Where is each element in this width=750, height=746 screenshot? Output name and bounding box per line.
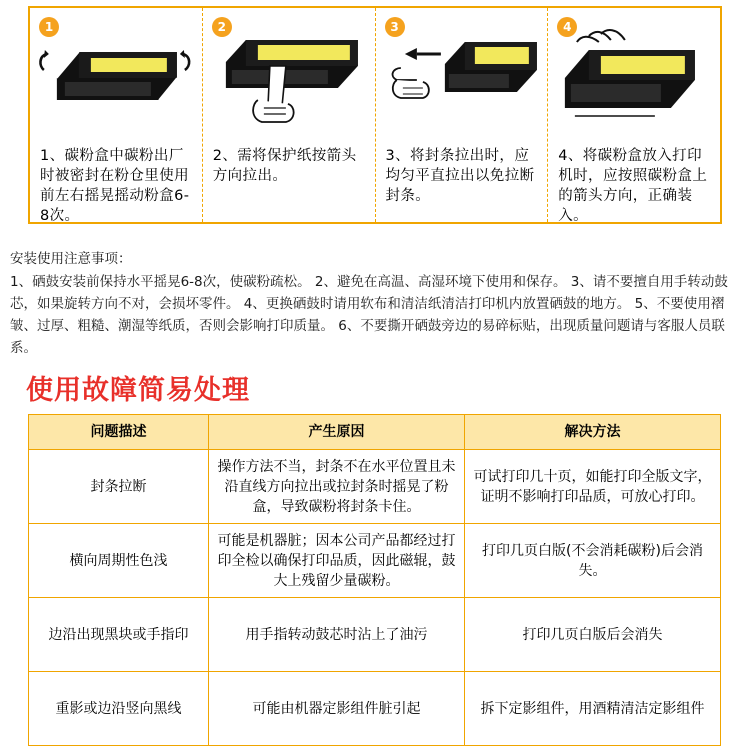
column-header-cause: 产生原因: [209, 415, 465, 450]
table-row: [29, 598, 721, 672]
cell-description: 封条拉断: [29, 450, 209, 524]
cell-solution: 可试打印几十页，如能打印全版文字，证明不影响打印品质，可放心打印。: [465, 450, 721, 524]
table-row: [29, 672, 721, 746]
page-title: 使用故障简易处理: [26, 375, 250, 406]
cell-solution: 打印几页白版后会消失: [465, 598, 721, 672]
table-row: [29, 524, 721, 598]
step-description: 2、需将保护纸按箭头方向拉出。: [212, 148, 357, 184]
step-number-badge: 1: [39, 17, 59, 37]
column-header-description: 问题描述: [29, 415, 209, 450]
cell-description: 边沿出现黑块或手指印: [29, 598, 209, 672]
cell-description: 重影或边沿竖向黑线: [29, 672, 209, 746]
cell-solution: 打印几页白版(不会消耗碳粉)后会消失。: [465, 524, 721, 598]
cell-cause: 用手指转动鼓芯时沾上了油污: [209, 598, 465, 672]
cell-cause: 可能是机器脏；因本公司产品都经过打印全检以确保打印品质，因此磁辊，鼓大上残留少量碳粉。: [209, 524, 465, 598]
table-header-row: [29, 415, 721, 450]
usage-notes-title: 安装使用注意事项：: [10, 251, 132, 267]
step-item: [203, 8, 376, 222]
step-description: 3、将封条拉出时，应均匀平直拉出以免拉断封条。: [385, 148, 535, 204]
installation-steps-panel: [28, 6, 722, 224]
step-number-badge: 3: [385, 17, 405, 37]
step-number-badge: 2: [212, 17, 232, 37]
step-item: [376, 8, 549, 222]
usage-notes-body: 1、硒鼓安装前保持水平摇晃6-8次，使碳粉疏松。 2、避免在高温、高湿环境下使用和保存。 3、请不要擅自用手转动鼓芯，如果旋转方向不对，会损坏零件。 4、更换硒鼓时请用软布和清洁纸清洁打印机内放置硒鼓的地方。 5、不要使用褶皱、过厚、粗糙、潮湿等纸质，否则会影响打印质量。 6、不要撕开硒鼓旁边的易碎标贴，出现质量问题请与客服人员联系。: [10, 274, 728, 356]
usage-notes: [10, 248, 738, 359]
table-row: [29, 450, 721, 524]
step-item: [548, 8, 720, 222]
step-description: 4、将碳粉盒放入打印机时，应按照碳粉盒上的箭头方向，正确装入。: [558, 148, 708, 224]
column-header-solution: 解决方法: [465, 415, 721, 450]
troubleshooting-table: [28, 414, 721, 746]
cell-solution: 拆下定影组件，用酒精清洁定影组件: [465, 672, 721, 746]
cell-cause: 可能由机器定影组件脏引起: [209, 672, 465, 746]
cell-cause: 操作方法不当，封条不在水平位置且未沿直线方向拉出或拉封条时摇晃了粉盒，导致碳粉将封条卡住。: [209, 450, 465, 524]
step-description: 1、碳粉盒中碳粉出厂时被密封在粉仓里使用前左右摇晃摇动粉盒6-8次。: [40, 148, 190, 224]
step-number-badge: 4: [557, 17, 577, 37]
step-item: [30, 8, 203, 222]
cell-description: 横向周期性色浅: [29, 524, 209, 598]
